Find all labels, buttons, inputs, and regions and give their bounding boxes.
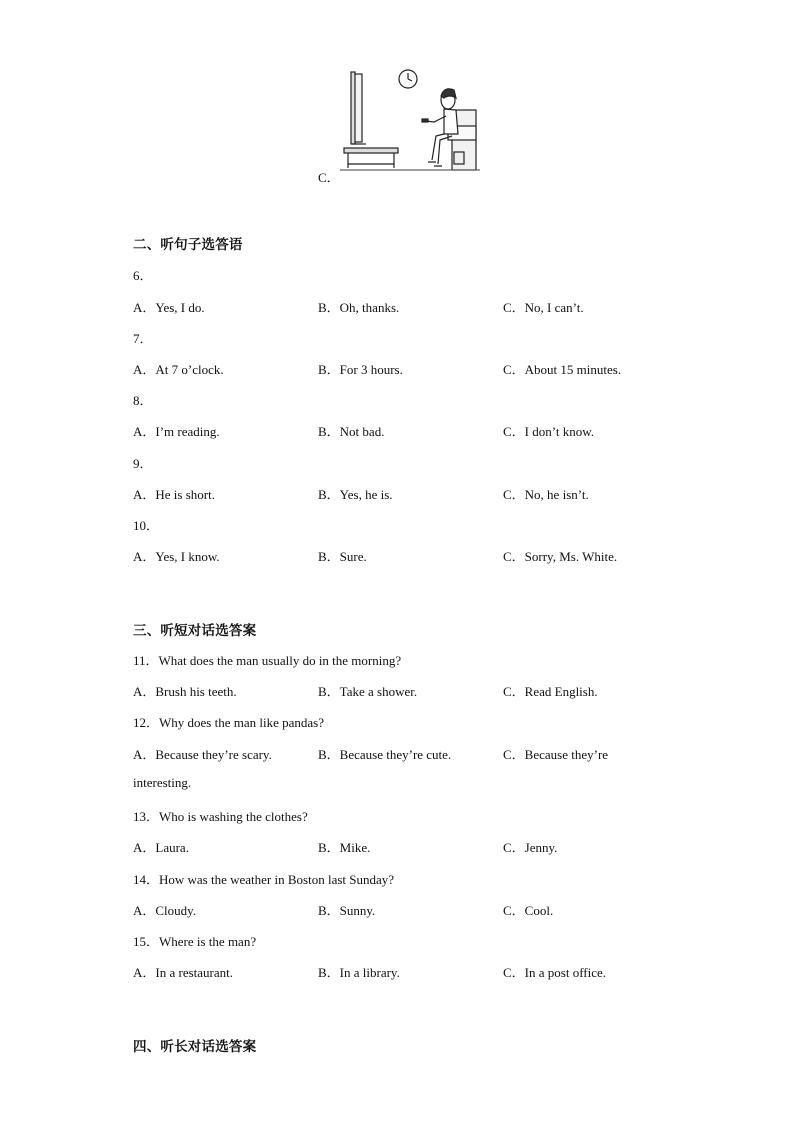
- q6-option-a[interactable]: A．Yes, I do.: [133, 300, 205, 315]
- q9-option-a[interactable]: A．He is short.: [133, 487, 215, 502]
- q12-option-c-continuation: interesting.: [133, 775, 192, 790]
- q6-option-c[interactable]: C．No, I can’t.: [503, 300, 584, 315]
- q9-option-c[interactable]: C．No, he isn’t.: [503, 487, 589, 502]
- figure-label: C．: [318, 170, 340, 185]
- q8-option-b[interactable]: B．Not bad.: [318, 424, 385, 439]
- question-14-text: 14．How was the weather in Boston last Sunday?: [133, 872, 395, 887]
- option-c-figure: [318, 64, 488, 184]
- question-15-text: 15．Where is the man?: [133, 934, 257, 949]
- question-9-number: 9．: [133, 456, 153, 471]
- question-6-number: 6．: [133, 268, 153, 283]
- q11-option-b[interactable]: B．Take a shower.: [318, 684, 418, 699]
- question-7-number: 7．: [133, 331, 153, 346]
- q14-option-b[interactable]: B．Sunny.: [318, 903, 376, 918]
- q15-option-a[interactable]: A．In a restaurant.: [133, 965, 233, 980]
- q13-option-a[interactable]: A．Laura.: [133, 840, 189, 855]
- q13-option-b[interactable]: B．Mike.: [318, 840, 371, 855]
- q13-option-c[interactable]: C．Jenny.: [503, 840, 558, 855]
- question-12-text: 12．Why does the man like pandas?: [133, 715, 324, 730]
- q14-option-a[interactable]: A．Cloudy.: [133, 903, 197, 918]
- q9-option-b[interactable]: B．Yes, he is.: [318, 487, 393, 502]
- q12-option-c[interactable]: C．Because they’re: [503, 747, 609, 762]
- q7-option-c[interactable]: C．About 15 minutes.: [503, 362, 622, 377]
- q12-option-a[interactable]: A．Because they’re scary.: [133, 747, 272, 762]
- q10-option-a[interactable]: A．Yes, I know.: [133, 549, 220, 564]
- q15-option-b[interactable]: B．In a library.: [318, 965, 400, 980]
- q15-option-c[interactable]: C．In a post office.: [503, 965, 607, 980]
- q10-option-c[interactable]: C．Sorry, Ms. White.: [503, 549, 618, 564]
- q8-option-c[interactable]: C．I don’t know.: [503, 424, 595, 439]
- section-3-title: 三、听短对话选答案: [133, 623, 257, 639]
- section-4-title: 四、听长对话选答案: [133, 1039, 257, 1055]
- question-8-number: 8．: [133, 393, 153, 408]
- question-13-text: 13．Who is washing the clothes?: [133, 809, 308, 824]
- q7-option-a[interactable]: A．At 7 o’clock.: [133, 362, 224, 377]
- q11-option-c[interactable]: C．Read English.: [503, 684, 598, 699]
- q14-option-c[interactable]: C．Cool.: [503, 903, 554, 918]
- q7-option-b[interactable]: B．For 3 hours.: [318, 362, 403, 377]
- q8-option-a[interactable]: A．I’m reading.: [133, 424, 220, 439]
- q11-option-a[interactable]: A．Brush his teeth.: [133, 684, 237, 699]
- q12-option-b[interactable]: B．Because they’re cute.: [318, 747, 452, 762]
- section-2-title: 二、听句子选答语: [133, 237, 243, 253]
- question-10-number: 10．: [133, 518, 160, 533]
- question-11-text: 11．What does the man usually do in the morning?: [133, 653, 402, 668]
- q6-option-b[interactable]: B．Oh, thanks.: [318, 300, 400, 315]
- man-watching-tv-illustration: [340, 64, 480, 176]
- q10-option-b[interactable]: B．Sure.: [318, 549, 367, 564]
